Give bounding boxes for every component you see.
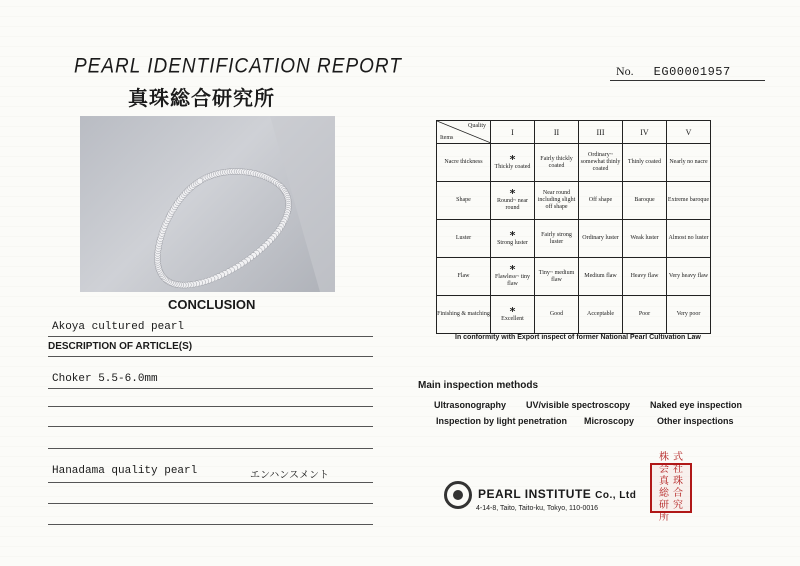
row-label: Luster [437, 220, 491, 258]
grade-cell: Tiny~ medium flaw [535, 258, 579, 296]
quality-remark: Hanadama quality pearl [52, 465, 198, 477]
seal-character: 究 [673, 500, 683, 511]
certificate-number-value: EG00001957 [653, 65, 731, 79]
grade-cell: Medium flaw [579, 258, 623, 296]
institute-address: 4-14-8, Taito, Taito-ku, Tokyo, 110-0016 [476, 505, 599, 512]
grade-cell: * Strong luster [491, 220, 535, 258]
grading-row-shape [437, 182, 711, 220]
grade-cell: * Thickly coated [491, 144, 535, 182]
conclusion-heading: CONCLUSION [168, 297, 256, 312]
grade-cell: * Flawless~ tiny flaw [491, 258, 535, 296]
methods-heading: Main inspection methods [418, 380, 539, 391]
conformity-note: In conformity with Export inspect of former National Pearl Cultivation Law [455, 334, 701, 341]
selected-mark: * [509, 152, 516, 166]
quality-underline [48, 482, 373, 483]
grade-header: II [535, 121, 579, 144]
grade-cell: * Excellent [491, 296, 535, 334]
institute-logo [444, 481, 472, 509]
pearl-necklace-illustration [80, 116, 335, 292]
corner-items-label: Items [440, 135, 454, 141]
article-description: Choker 5.5-6.0mm [52, 373, 158, 385]
grade-cell: Off shape [579, 182, 623, 220]
grade-cell: Acceptable [579, 296, 623, 334]
method-item: Other inspections [657, 416, 734, 426]
institute-name-main: PEARL INSTITUTE [478, 487, 592, 501]
seal-character: 真 [659, 476, 669, 487]
grading-row-flaw [437, 258, 711, 296]
certificate-number-underline [610, 80, 765, 81]
quality-grading-table [436, 120, 711, 334]
blank-line-4 [48, 503, 373, 504]
grade-header: IV [623, 121, 667, 144]
grade-cell: Ordinary~ somewhat thinly coated [579, 144, 623, 182]
row-label: Shape [437, 182, 491, 220]
grade-cell: Good [535, 296, 579, 334]
blank-line-1 [48, 406, 373, 407]
method-item: UV/visible spectroscopy [526, 400, 631, 410]
selected-mark: * [509, 304, 516, 318]
method-item: Inspection by light penetration [436, 416, 568, 426]
seal-character [671, 512, 685, 524]
grade-header: V [667, 121, 711, 144]
result-underline [48, 336, 373, 337]
method-item: Ultrasonography [434, 400, 507, 410]
row-label: Finishing & matching [437, 296, 491, 334]
method-item: Naked eye inspection [650, 400, 743, 410]
grade-cell: Very poor [667, 296, 711, 334]
description-underline [48, 356, 373, 357]
seal-character: 会 [659, 464, 669, 475]
grade-cell: Ordinary luster [579, 220, 623, 258]
row-label: Flaw [437, 258, 491, 296]
report-title: PEARL IDENTIFICATION REPORT [74, 54, 402, 78]
seal-character: 総 [659, 488, 669, 499]
method-item: Microscopy [584, 416, 635, 426]
blank-line-3 [48, 448, 373, 449]
row-label: Nacre thickness [437, 144, 491, 182]
seal-character: 珠 [673, 476, 683, 487]
grade-cell: Nearly no nacre [667, 144, 711, 182]
institute-name-suffix: Co., Ltd [595, 490, 637, 501]
grade-cell: Thinly coated [623, 144, 667, 182]
grade-cell: Near round including slight off shape [535, 182, 579, 220]
seal-character: 所 [659, 512, 669, 523]
grade-cell: Almost no luster [667, 220, 711, 258]
selected-mark: * [509, 263, 516, 276]
conclusion-result: Akoya cultured pearl [52, 321, 185, 333]
selected-mark: * [509, 228, 516, 242]
grade-cell: Fairly strong luster [535, 220, 579, 258]
grade-cell: Heavy flaw [623, 258, 667, 296]
pearl-necklace-photo [80, 116, 335, 292]
table-corner [437, 121, 491, 144]
grade-cell: Poor [623, 296, 667, 334]
certificate-number-label: No. [616, 64, 634, 78]
grade-cell: Extreme baroque [667, 182, 711, 220]
grade-cell: Very heavy flaw [667, 258, 711, 296]
certificate-number [616, 64, 731, 79]
grading-row-finishing [437, 296, 711, 334]
seal-character: 社 [673, 464, 683, 475]
grade-cell: Weak luster [623, 220, 667, 258]
seal-character: 式 [673, 452, 683, 463]
grade-header: I [491, 121, 535, 144]
selected-mark: * [509, 187, 516, 200]
institute-seal-stamp [650, 452, 692, 523]
grading-row-luster [437, 220, 711, 258]
grade-header: III [579, 121, 623, 144]
blank-line-5 [48, 524, 373, 525]
seal-character: 合 [673, 488, 683, 499]
grade-cell: Baroque [623, 182, 667, 220]
enhancement-remark: エンハンスメント [250, 470, 329, 481]
seal-character: 株 [659, 452, 669, 463]
grade-cell: Fairly thickly coated [535, 144, 579, 182]
grading-row-nacre [437, 144, 711, 182]
seal-character: 研 [659, 500, 669, 511]
corner-quality-label: Quality [468, 123, 486, 129]
pearl-bead [197, 178, 203, 184]
grade-cell: * Round~ near round [491, 182, 535, 220]
description-label: DESCRIPTION OF ARTICLE(S) [48, 341, 193, 352]
institute-name [478, 487, 636, 501]
grade-header-row [437, 121, 711, 144]
blank-line-2 [48, 426, 373, 427]
report-title-japanese: 真珠総合研究所 [128, 86, 275, 110]
article-underline [48, 388, 373, 389]
